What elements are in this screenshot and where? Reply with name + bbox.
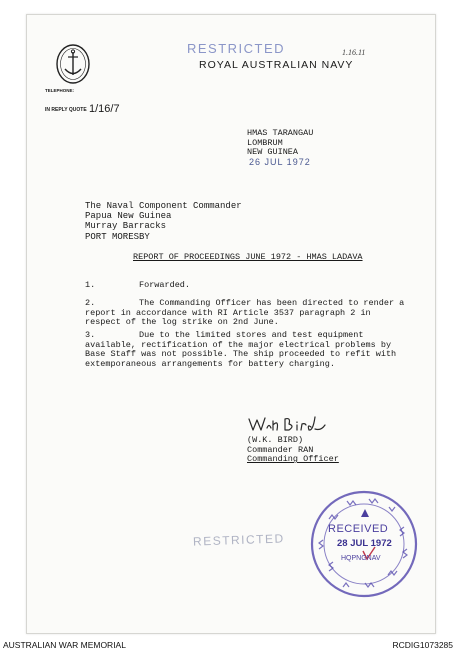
telephone-label: TELEPHONE: — [45, 88, 75, 93]
sender-address — [247, 129, 313, 158]
paragraph-text: The Commanding Officer has been directed to render a report in accordance with RI Article 3537 paragraph 2 in respect of the log strike on 2nd June. — [85, 298, 405, 328]
sender-address-line: LOMBRUM — [247, 137, 283, 148]
handwritten-signature — [247, 413, 329, 435]
recipient-line: The Naval Component Commander — [85, 201, 242, 211]
stamp-received-date: 28 JUL 1972 — [337, 538, 392, 549]
signatory-rank: Commander RAN — [247, 444, 314, 455]
sender-address-line: NEW GUINEA — [247, 147, 299, 157]
paragraph-text: Due to the limited stores and test equipment available, rectification of the major electrical problems by Base Staff was not possible. The ship proceeded to refit with extemporaneous arrangements for battery charging. — [85, 330, 397, 369]
recipient-address — [85, 201, 242, 242]
signature-block — [247, 436, 339, 465]
sender-address-line: HMAS TARANGAU — [247, 128, 314, 138]
recipient-line: PORT MORESBY — [85, 231, 150, 242]
organisation-name: ROYAL AUSTRALIAN NAVY — [199, 59, 354, 71]
paragraph-number: 2. — [85, 298, 96, 308]
date-stamp: 26 JUL 1972 — [249, 157, 311, 167]
stamp-office: HQPNGNAV — [341, 555, 381, 562]
letter-page — [26, 14, 436, 634]
restricted-marking-bottom: RESTRICTED — [192, 531, 285, 549]
signatory-title: Commanding Officer — [247, 454, 339, 465]
footer-record-id: RCDIG1073285 — [392, 640, 453, 650]
footer-archive-name: AUSTRALIAN WAR MEMORIAL — [3, 640, 126, 650]
handwritten-file-ref: 1.16.11 — [342, 48, 366, 57]
paragraph-text: Forwarded. — [139, 280, 191, 290]
restricted-marking-top: RESTRICTED — [187, 41, 286, 56]
reply-quote-label: IN REPLY QUOTE — [45, 107, 87, 113]
paragraph-number: 3. — [85, 330, 96, 340]
reply-number: 1/16/7 — [89, 103, 120, 115]
subject-line: REPORT OF PROCEEDINGS JUNE 1972 - HMAS LADAVA — [133, 252, 363, 262]
recipient-line: Papua New Guinea — [85, 211, 172, 222]
stamp-received-label: RECEIVED — [328, 523, 389, 535]
recipient-line: Murray Barracks — [85, 221, 167, 232]
navy-crest-icon — [55, 43, 91, 85]
signatory-name: (W.K. BIRD) — [247, 435, 304, 445]
paragraph-number: 1. — [85, 280, 96, 290]
